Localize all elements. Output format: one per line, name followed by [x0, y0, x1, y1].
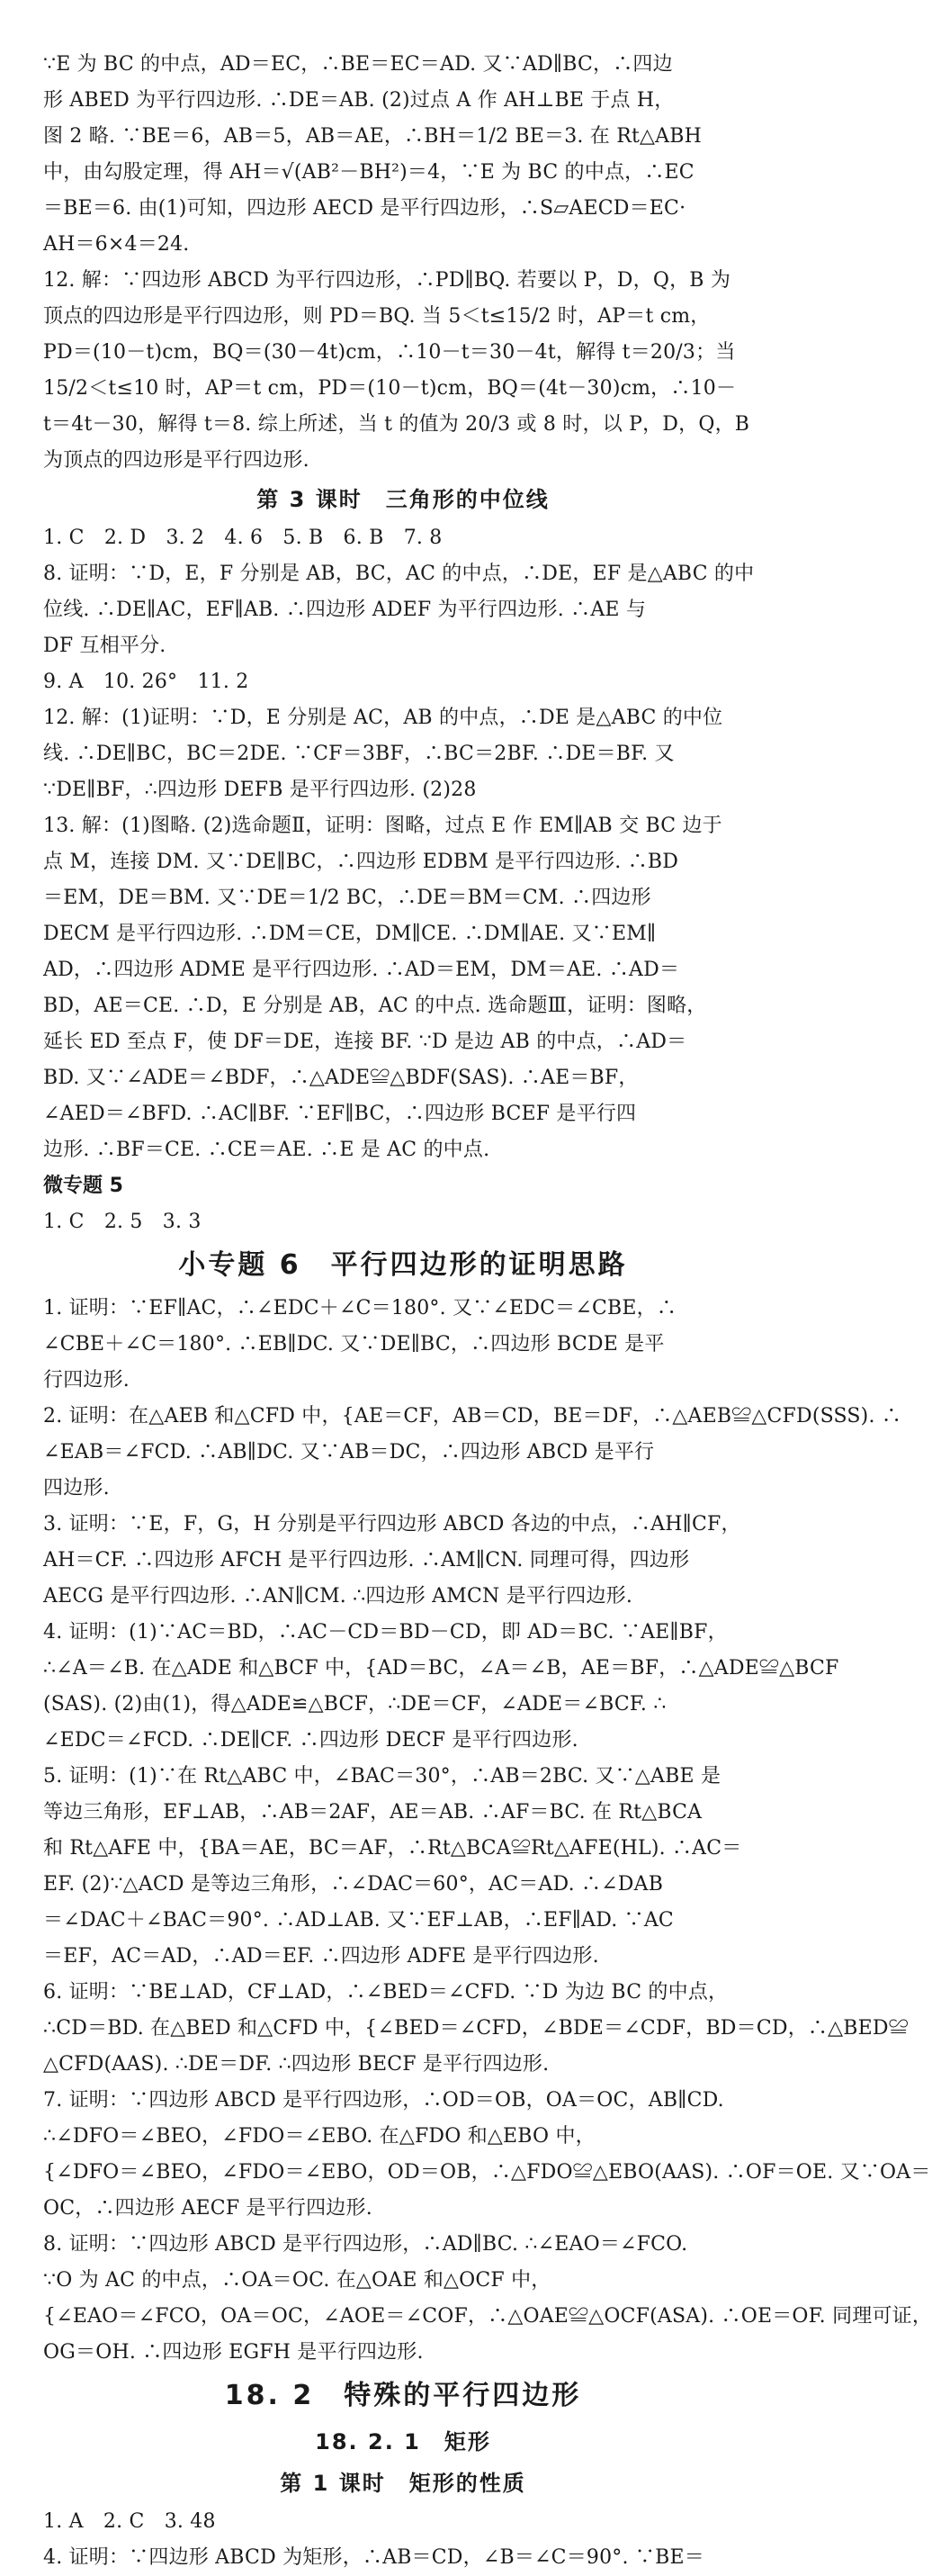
- text-line: 行四边形.: [43, 1369, 130, 1392]
- text-line: ∠EAB＝∠FCD. ∴AB∥DC. 又∵AB＝DC，∴四边形 ABCD 是平行: [43, 1441, 655, 1464]
- text-line: 9. A 10. 26° 11. 2: [43, 671, 249, 693]
- text-line: 1. C 2. D 3. 2 4. 6 5. B 6. B 7. 8: [43, 527, 443, 549]
- text-line: 13. 解：(1)图略. (2)选命题Ⅱ，证明：图略，过点 E 作 EM∥AB 交 BC 边于: [43, 815, 722, 837]
- text-line: 点 M，连接 DM. 又∵DE∥BC，∴四边形 EDBM 是平行四边形. ∴BD: [43, 851, 679, 873]
- text-line: 位线. ∴DE∥AC，EF∥AB. ∴四边形 ADEF 为平行四边形. ∴AE 与: [43, 599, 647, 621]
- text-line: 8. 证明：∵D，E，F 分别是 AB，BC，AC 的中点，∴DE，EF 是△ABC 的中: [43, 563, 755, 585]
- text-line: 四边形.: [43, 1477, 110, 1500]
- text-line: t＝4t－30，解得 t＝8. 综上所述，当 t 的值为 20/3 或 8 时，以 P，D，Q，B: [43, 413, 750, 436]
- text-line: ∵O 为 AC 的中点，∴OA＝OC. 在△OAE 和△OCF 中，: [43, 2269, 551, 2292]
- text-line: EF. (2)∵△ACD 是等边三角形，∴∠DAC＝60°，AC＝AD. ∴∠DAB: [43, 1873, 664, 1896]
- text-line: ∴∠DFO＝∠BEO，∠FDO＝∠EBO. 在△FDO 和△EBO 中，: [43, 2125, 596, 2148]
- section-title: 18. 2 特殊的平行四边形: [224, 2380, 582, 2411]
- text-line: DF 互相平分.: [43, 635, 166, 657]
- text-line: ∠EDC＝∠FCD. ∴DE∥CF. ∴四边形 DECF 是平行四边形.: [43, 1729, 578, 1752]
- text-line: 延长 ED 至点 F，使 DF＝DE，连接 BF. ∵D 是边 AB 的中点，∴AD＝: [43, 1031, 687, 1053]
- text-line: 5. 证明：(1)∵在 Rt△ABC 中，∠BAC＝30°，∴AB＝2BC. 又∵△ABE 是: [43, 1765, 721, 1788]
- text-line: 12. 解：∵四边形 ABCD 为平行四边形，∴PD∥BQ. 若要以 P，D，Q，B 为: [43, 269, 731, 292]
- text-line: ∴∠A＝∠B. 在△ADE 和△BCF 中，{AD＝BC，∠A＝∠B，AE＝BF，∴△ADE≌△BCF: [43, 1657, 839, 1680]
- sub-heading: 微专题 5: [43, 1175, 123, 1197]
- text-line: 12. 解：(1)证明：∵D，E 分别是 AC，AB 的中点，∴DE 是△ABC 的中位: [43, 707, 723, 729]
- lesson-title: 18. 2. 1 矩形: [315, 2429, 491, 2454]
- text-line: 7. 证明：∵四边形 ABCD 是平行四边形，∴OD＝OB，OA＝OC，AB∥CD.: [43, 2089, 724, 2112]
- text-line: 中，由勾股定理，得 AH＝√(AB²－BH²)＝4，∵E 为 BC 的中点，∴EC: [43, 161, 695, 184]
- text-line: ∴CD＝BD. 在△BED 和△CFD 中，{∠BED＝∠CFD，∠BDE＝∠CDF，BD＝CD，∴△BED≌: [43, 2017, 909, 2040]
- text-line: BD. 又∵∠ADE＝∠BDF，∴△ADE≌△BDF(SAS). ∴AE＝BF，: [43, 1067, 639, 1089]
- text-line: ∠CBE＋∠C＝180°. ∴EB∥DC. 又∵DE∥BC，∴四边形 BCDE 是平: [43, 1333, 665, 1356]
- text-line: ∵DE∥BF，∴四边形 DEFB 是平行四边形. (2)28: [43, 779, 477, 801]
- text-line: AH＝6×4＝24.: [43, 233, 190, 256]
- text-line: {∠DFO＝∠BEO，∠FDO＝∠EBO，OD＝OB，∴△FDO≌△EBO(AAS). ∴OF＝OE. 又∵OA＝: [43, 2161, 931, 2184]
- text-line: 4. 证明：(1)∵AC＝BD，∴AC－CD＝BD－CD，即 AD＝BC. ∵AE∥BF，: [43, 1621, 728, 1644]
- text-line: 4. 证明：∵四边形 ABCD 为矩形，∴AB＝CD，∠B＝∠C＝90°. ∵BE＝: [43, 2546, 704, 2569]
- text-line: 1. A 2. C 3. 48: [43, 2510, 216, 2533]
- text-line: OC，∴四边形 AECF 是平行四边形.: [43, 2197, 372, 2220]
- text-line: OG＝OH. ∴四边形 EGFH 是平行四边形.: [43, 2341, 424, 2364]
- text-line: 边形. ∴BF＝CE. ∴CE＝AE. ∴E 是 AC 的中点.: [43, 1139, 490, 1161]
- text-line: PD＝(10－t)cm，BQ＝(30－4t)cm，∴10－t＝30－4t，解得 t＝20/3；当: [43, 341, 736, 364]
- text-line: 15/2＜t≤10 时，AP＝t cm，PD＝(10－t)cm，BQ＝(4t－30)cm，∴10－: [43, 377, 737, 400]
- text-line: AH＝CF. ∴四边形 AFCH 是平行四边形. ∴AM∥CN. 同理可得，四边形: [43, 1549, 690, 1572]
- text-line: BD，AE＝CE. ∴D，E 分别是 AB，AC 的中点. 选命题Ⅲ，证明：图略，: [43, 995, 707, 1017]
- text-line: 8. 证明：∵四边形 ABCD 是平行四边形，∴AD∥BC. ∴∠EAO＝∠FCO.: [43, 2233, 688, 2256]
- text-line: AECG 是平行四边形. ∴AN∥CM. ∴四边形 AMCN 是平行四边形.: [43, 1585, 633, 1608]
- text-line: ＝∠DAC＋∠BAC＝90°. ∴AD⊥AB. 又∵EF⊥AB，∴EF∥AD. ∵AC: [43, 1909, 674, 1932]
- answer-page: [43, 47, 932, 2569]
- text-line: 等边三角形，EF⊥AB，∴AB＝2AF，AE＝AB. ∴AF＝BC. 在 Rt△BCA: [43, 1801, 703, 1824]
- text-line: 图 2 略. ∵BE＝6，AB＝5，AB＝AE，∴BH＝1/2 BE＝3. 在 Rt△ABH: [43, 125, 702, 148]
- text-line: (SAS). (2)由(1)，得△ADE≌△BCF，∴DE＝CF，∠ADE＝∠BCF. ∴: [43, 1693, 667, 1716]
- text-line: ＝BE＝6. 由(1)可知，四边形 AECD 是平行四边形，∴S▱AECD＝EC·: [43, 197, 686, 220]
- text-line: AD，∴四边形 ADME 是平行四边形. ∴AD＝EM，DM＝AE. ∴AD＝: [43, 959, 680, 981]
- text-line: △CFD(AAS). ∴DE＝DF. ∴四边形 BECF 是平行四边形.: [43, 2053, 550, 2076]
- text-line: ＝EM，DE＝BM. 又∵DE＝1/2 BC，∴DE＝BM＝CM. ∴四边形: [43, 887, 651, 909]
- text-line: DECM 是平行四边形. ∴DM＝CE，DM∥CE. ∴DM∥AE. 又∵EM∥: [43, 923, 657, 945]
- text-line: 为顶点的四边形是平行四边形.: [43, 449, 309, 472]
- lesson-title: 第 1 课时 矩形的性质: [280, 2471, 526, 2496]
- text-line: 线. ∴DE∥BC，BC＝2DE. ∵CF＝3BF，∴BC＝2BF. ∴DE＝BF. 又: [43, 743, 675, 765]
- section-title: 小专题 6 平行四边形的证明思路: [178, 1249, 628, 1281]
- text-line: 和 Rt△AFE 中，{BA＝AE，BC＝AF，∴Rt△BCA≌Rt△AFE(HL). ∴AC＝: [43, 1837, 742, 1860]
- text-line: {∠EAO＝∠FCO，OA＝OC，∠AOE＝∠COF，∴△OAE≌△OCF(ASA). ∴OE＝OF. 同理可证，: [43, 2305, 932, 2328]
- text-line: 3. 证明：∵E，F，G，H 分别是平行四边形 ABCD 各边的中点，∴AH∥CF，: [43, 1513, 741, 1536]
- text-line: 2. 证明：在△AEB 和△CFD 中，{AE＝CF，AB＝CD，BE＝DF，∴△AEB≌△CFD(SSS). ∴: [43, 1405, 902, 1428]
- text-line: ∵E 为 BC 的中点，AD＝EC，∴BE＝EC＝AD. 又∵AD∥BC，∴四边: [43, 53, 673, 76]
- text-line: ＝EF，AC＝AD，∴AD＝EF. ∴四边形 ADFE 是平行四边形.: [43, 1945, 599, 1968]
- text-line: 形 ABED 为平行四边形. ∴DE＝AB. (2)过点 A 作 AH⊥BE 于点 H，: [43, 89, 675, 112]
- text-line: 6. 证明：∵BE⊥AD，CF⊥AD，∴∠BED＝∠CFD. ∵D 为边 BC 的中点，: [43, 1981, 729, 2004]
- text-line: 1. 证明：∵EF∥AC，∴∠EDC＋∠C＝180°. 又∵∠EDC＝∠CBE，∴: [43, 1297, 677, 1320]
- lesson-title: 第 3 课时 三角形的中位线: [256, 487, 550, 512]
- text-line: 1. C 2. 5 3. 3: [43, 1211, 202, 1233]
- text-line: 顶点的四边形是平行四边形，则 PD＝BQ. 当 5＜t≤15/2 时，AP＝t cm，: [43, 305, 711, 328]
- text-line: ∠AED＝∠BFD. ∴AC∥BF. ∵EF∥BC，∴四边形 BCEF 是平行四: [43, 1103, 637, 1125]
